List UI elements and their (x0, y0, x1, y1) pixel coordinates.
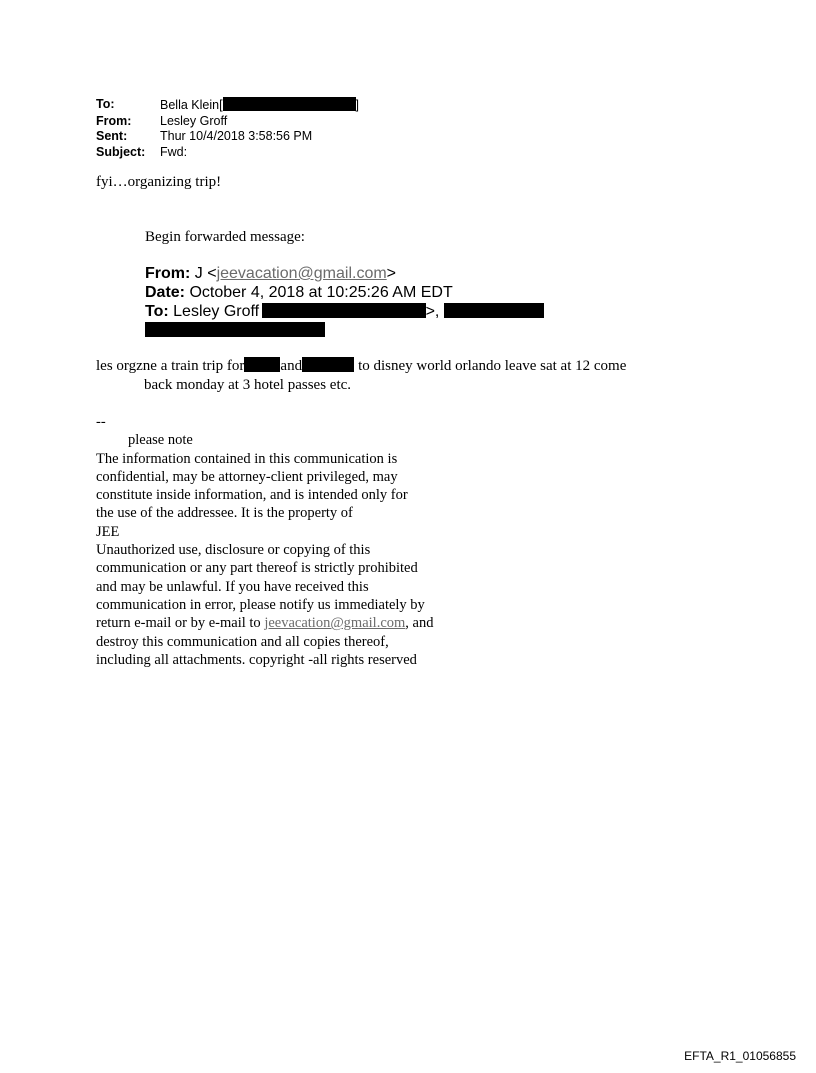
sig-line: communication or any part thereof is strictly prohibited (96, 560, 418, 577)
fwd-date-row (145, 283, 565, 302)
sig-line: JEE (96, 523, 120, 540)
message-part1: les orgzne a train trip for (96, 358, 245, 374)
from-label: From: (96, 113, 132, 128)
sig-line: The information contained in this communication is (96, 450, 398, 467)
message-body (96, 357, 696, 395)
sig-line: Unauthorized use, disclosure or copying of this (96, 542, 371, 559)
redaction-block (444, 303, 544, 318)
fwd-from-label: From: (145, 265, 191, 282)
to-label: To: (96, 97, 115, 111)
sig-line-email (96, 614, 496, 632)
redaction-block (302, 357, 354, 372)
sig-line: the use of the addressee. It is the property of (96, 505, 353, 522)
forwarded-intro: Begin forwarded message: (145, 229, 305, 245)
redaction-block (262, 303, 426, 318)
subject-label: Subject: (96, 144, 146, 159)
fwd-date-label: Date: (145, 284, 186, 301)
intro-text: fyi…organizing trip! (96, 174, 222, 190)
header-sent-row (96, 129, 359, 145)
sig-note: please note (128, 432, 193, 449)
fwd-from-close: > (386, 265, 397, 282)
fwd-to-sep: >, (425, 303, 440, 320)
to-value (160, 97, 359, 114)
sig-line: confidential, may be attorney-client privileged, may (96, 468, 398, 485)
fwd-to-label: To: (145, 303, 169, 320)
fwd-to-row (145, 302, 565, 321)
redaction-block (223, 97, 356, 111)
sent-value: Thur 10/4/2018 3:58:56 PM (160, 129, 313, 143)
sig-line10-pre: return e-mail or by e-mail to (96, 615, 265, 632)
sig-line: including all attachments. copyright -all rights reserved (96, 651, 417, 668)
to-name: Bella Klein[ (160, 98, 223, 112)
redaction-block (244, 357, 280, 372)
sig-line: destroy this communication and all copies thereof, (96, 633, 389, 650)
email-header (96, 97, 359, 160)
sent-label: Sent: (96, 129, 128, 143)
signature-block (96, 413, 496, 669)
header-subject-row (96, 145, 359, 161)
header-to-row (96, 97, 359, 114)
sig-dash: -- (96, 414, 106, 430)
fwd-from-row (145, 264, 565, 283)
message-line-2: back monday at 3 hotel passes etc. (144, 377, 352, 393)
fwd-date-value: October 4, 2018 at 10:25:26 AM EDT (189, 284, 453, 301)
subject-value: Fwd: (160, 144, 188, 159)
to-close: ] (355, 98, 360, 112)
from-value: Lesley Groff (160, 113, 228, 128)
redaction-block (145, 322, 325, 337)
header-from-row (96, 114, 359, 130)
sig-line10-post: , and (405, 615, 434, 632)
forwarded-header (145, 264, 565, 340)
fwd-to-row-2 (145, 321, 565, 340)
fwd-from-name: J < (194, 265, 217, 282)
fwd-from-email-link[interactable]: jeevacation@gmail.com (216, 265, 387, 282)
message-part2: and (280, 358, 303, 374)
fwd-to-value: Lesley Groff (173, 303, 260, 320)
message-line-1 (96, 357, 696, 376)
sig-line: constitute inside information, and is intended only for (96, 487, 408, 504)
sig-line: and may be unlawful. If you have received this (96, 578, 369, 595)
message-part3: to disney world orlando leave sat at 12 come (358, 358, 627, 374)
sig-email-link[interactable]: jeevacation@gmail.com (264, 615, 406, 632)
sig-line: communication in error, please notify us immediately by (96, 596, 425, 613)
document-id: EFTA_R1_01056855 (684, 1049, 796, 1063)
